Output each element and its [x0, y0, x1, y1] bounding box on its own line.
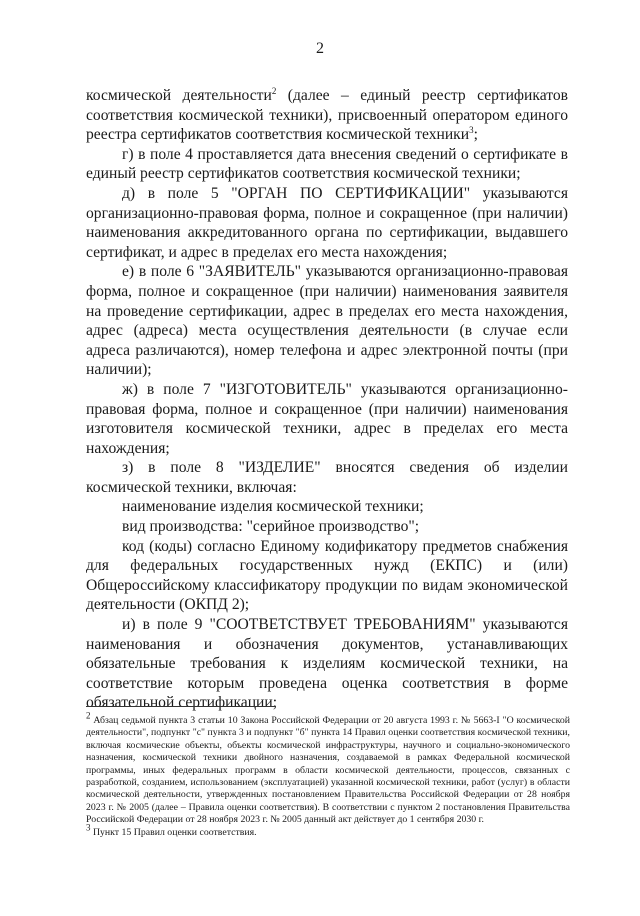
footnote-3: $^3$ Пункт 15 Правил оценки соответствия. — [86, 822, 257, 838]
footnote-2: $^2$ Абзац седьмой пункта 3 статьи 10 Закона Российской Федерации от 20 августа 1993 г. № 5663-I "О космической деятельности", подпункт "с" пункта 3 и подпункт "б" пункта 14 Правил оценки соответствия космической техники, включая космические объекты, объекты космической инфраструктуры, научного и социально-экономического назначения, космической техники двойного назначения, создаваемой в рамках Федеральной космической программы, иных федеральных программ в области космической деятельности, процессов, связанных с разработкой, созданием, использованием (эксплуатацией) указанной космической техники, работ (услуг) в области космической деятельности, утвержденных постановлением Правительства Российской Федерации от 28 ноября 2023 г. № 2005 (далее – Правила оценки соответствия). В соответствии с пунктом 2 постановления Правительства Российской Федерации от 28 ноября 2023 г. № 2005 данный акт действует до 1 сентября 2030 г. — [86, 710, 570, 826]
paragraph-z: з) в поле 8 "ИЗДЕЛИЕ" вносятся сведения об изделии космической техники, включая: — [86, 459, 568, 496]
list-item: вид производства: "серийное производство"; — [122, 518, 420, 536]
document-body — [86, 86, 568, 713]
paragraph-e: е) в поле 6 "ЗАЯВИТЕЛЬ" указываются организационно-правовая форма, полное и сокращенное (при наличии) наименования заявителя на проведение сертификации, адрес в пределах его места нахождения, адрес (адреса) места осуществления деятельности (в случае если адреса различаются), номер телефона и адрес электронной почты (при наличии); — [86, 263, 568, 379]
list-item: наименование изделия космической техники; — [122, 498, 424, 516]
list-item: код (коды) согласно Единому кодификатору предметов снабжения для федеральных государственных нужд (ЕКПС) и (или) Общероссийскому классификатору продукции по видам экономической деятельности (ОКПД 2); — [86, 537, 568, 614]
footnote-ref: 2 — [271, 85, 277, 96]
paragraph-continuation: космической деятельности$^2$ (далее – единый реестр сертификатов соответствия космической техники), присвоенный оператором единого реестра сертификатов соответствия космической техники$^3$; — [86, 85, 568, 144]
footnote-ref: 3 — [469, 125, 474, 135]
footnote-divider — [86, 706, 276, 707]
paragraph-zh: ж) в поле 7 "ИЗГОТОВИТЕЛЬ" указываются организационно-правовая форма, полное и сокращенное (при наличии) наименования изготовителя космической техники, адрес в пределах его места нахождения; — [86, 380, 568, 457]
footnotes — [86, 710, 570, 839]
page-number: 2 — [316, 40, 324, 57]
paragraph-i: и) в поле 9 "СООТВЕТСТВУЕТ ТРЕБОВАНИЯМ" указываются наименования и обозначения документов, устанавливающих обязательные требования к изделиям космической техники, на соответствие которым проведена оценка соответствия в форме обязательной сертификации; — [86, 616, 568, 712]
paragraph-d: д) в поле 5 "ОРГАН ПО СЕРТИФИКАЦИИ" указываются организационно-правовая форма, полное и сокращенное (при наличии) наименования аккредитованного органа по сертификации, выдавшего сертификат, и адрес в пределах его места нахождения; — [86, 184, 568, 261]
paragraph-g: г) в поле 4 проставляется дата внесения сведений о сертификате в единый реестр сертификатов соответствия космической техники; — [86, 145, 568, 183]
